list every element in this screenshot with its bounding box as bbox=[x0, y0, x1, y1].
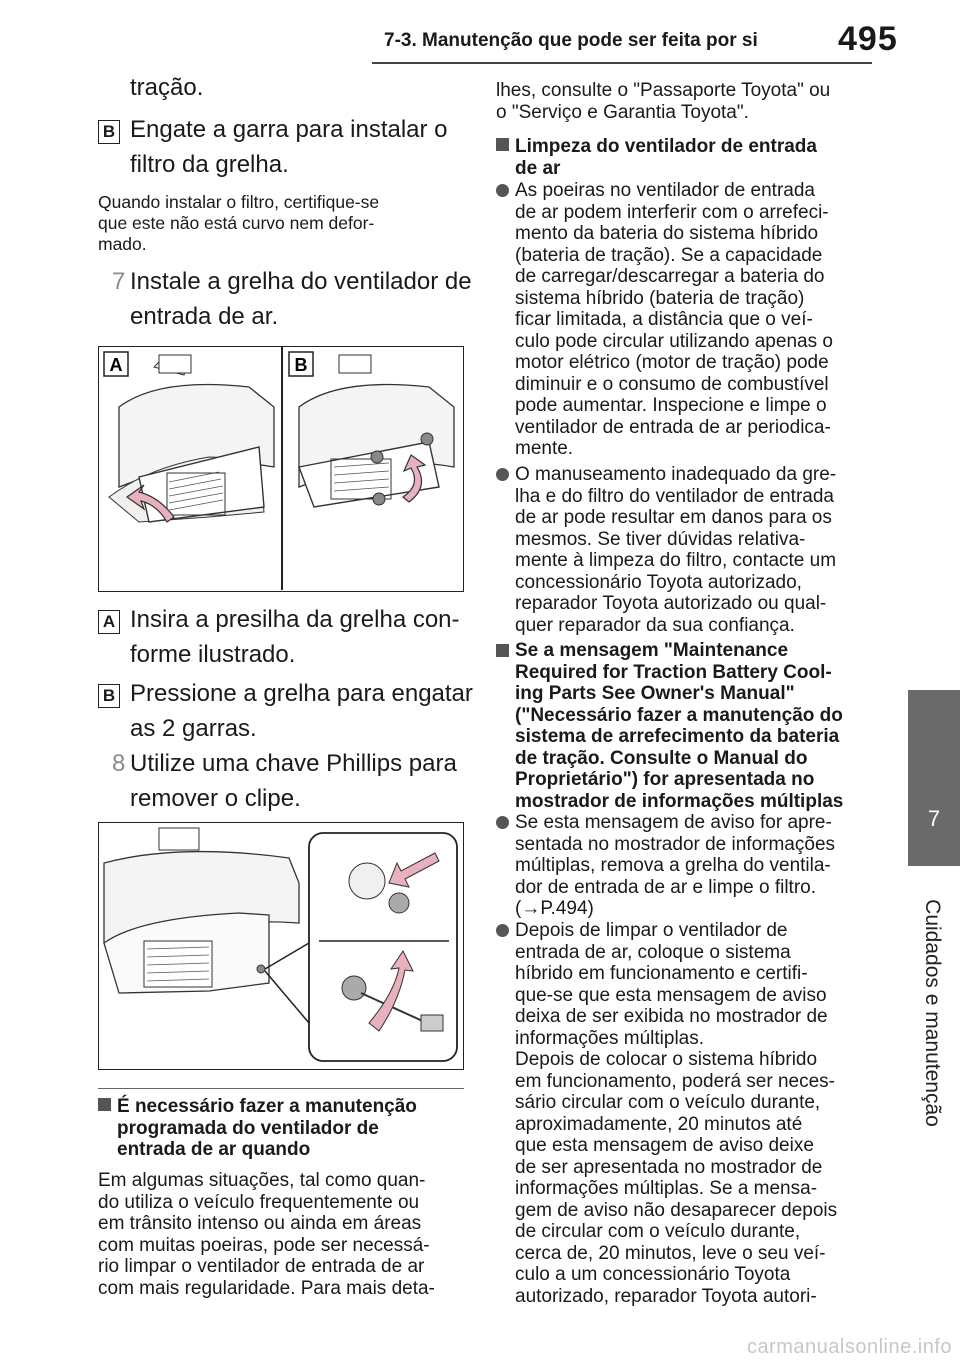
fig-label-b: B bbox=[294, 355, 308, 375]
text-line: mente à limpeza do filtro, contacte um bbox=[515, 550, 837, 571]
section-title: 7-3. Manutenção que pode ser feita por si bbox=[384, 30, 758, 51]
step-a-line2: forme ilustrado. bbox=[130, 641, 296, 668]
step-b2-label: B bbox=[98, 684, 120, 708]
screwdriver-icon bbox=[421, 1015, 443, 1031]
figure-grille-install bbox=[98, 346, 464, 592]
text-line: de ar pode resultar em danos para os bbox=[515, 507, 832, 528]
text-line: quer reparador da sua confiança. bbox=[515, 614, 795, 636]
clip-removal-illustration bbox=[99, 823, 462, 1068]
text-line: reparador Toyota autorizado ou qual- bbox=[515, 593, 827, 614]
step-b1-line2: filtro da grelha. bbox=[130, 151, 289, 178]
square-bullet-icon bbox=[496, 644, 509, 657]
text-line: culo pode circular utilizando apenas o bbox=[515, 330, 833, 352]
text-line: de circular com o veículo durante, bbox=[515, 1221, 801, 1242]
step-b2-line2: as 2 garras. bbox=[130, 715, 257, 742]
note-line: que este não está curvo nem defor- bbox=[98, 213, 375, 233]
text-line: culo a um concessionário Toyota bbox=[515, 1264, 791, 1285]
step8-line2: remover o clipe. bbox=[130, 785, 301, 812]
text-line: do utiliza o veículo frequentemente ou bbox=[98, 1191, 420, 1213]
header-divider bbox=[372, 62, 872, 64]
square-bullet-icon bbox=[98, 1098, 111, 1111]
text-line: Proprietário") for apresentada no bbox=[515, 769, 815, 790]
text-line: o "Serviço e Garantia Toyota". bbox=[496, 101, 749, 123]
text-line: gem de aviso não desaparecer depois bbox=[515, 1199, 838, 1221]
text-line: Depois de colocar o sistema híbrido bbox=[515, 1049, 818, 1070]
text-line: cerca de, 20 minutos, leve o seu veí- bbox=[515, 1242, 826, 1264]
text-line: que-se que esta mensagem de aviso bbox=[515, 984, 827, 1006]
round-bullet-icon bbox=[496, 468, 509, 481]
text-line: mento da bateria do sistema híbrido bbox=[515, 223, 819, 244]
figure-clip-removal bbox=[98, 822, 464, 1070]
text-line: com muitas poeiras, pode ser necessá- bbox=[98, 1234, 430, 1256]
chapter-tab[interactable] bbox=[908, 690, 960, 866]
text-line: (→P.494) bbox=[515, 898, 594, 919]
note-line: Quando instalar o filtro, certifique-se bbox=[98, 192, 380, 212]
text-line: deixa de ser exibida no mostrador de bbox=[515, 1006, 828, 1027]
text-line: em funcionamento, poderá ser neces- bbox=[515, 1070, 836, 1092]
text-line: sentada no mostrador de informações bbox=[515, 833, 836, 855]
text-line: em trânsito intenso ou ainda em áreas bbox=[98, 1213, 422, 1234]
text-line: múltiplas, remova a grelha do ventila- bbox=[515, 855, 831, 876]
step-a-label: A bbox=[98, 610, 120, 634]
text-line: Required for Traction Battery Cool- bbox=[515, 661, 832, 683]
step7-number: 7 bbox=[112, 268, 126, 295]
text-line: mesmos. Se tiver dúvidas relativa- bbox=[515, 528, 806, 550]
watermark: carmanualsonline.info bbox=[746, 1336, 952, 1358]
text-line: informações múltiplas. bbox=[515, 1027, 705, 1049]
text-line: lha e do filtro do ventilador de entrada bbox=[515, 485, 834, 507]
text-line: de ar podem interferir com o arrefeci- bbox=[515, 201, 829, 223]
round-bullet-icon bbox=[496, 184, 509, 197]
text-line: lhes, consulte o "Passaporte Toyota" ou bbox=[496, 80, 831, 101]
text-line: de carregar/descarregar a bateria do bbox=[515, 266, 825, 287]
bullet-handling bbox=[496, 464, 836, 636]
step-b1 bbox=[98, 112, 120, 148]
text-line: que esta mensagem de aviso deixe bbox=[515, 1135, 814, 1156]
chapter-title: Cuidados e manutenção bbox=[921, 899, 944, 1127]
text-line: mente. bbox=[515, 438, 574, 459]
section-heading-maintenance: É necessário fazer a manutenção programada do ventilador de entrada de ar quando bbox=[98, 1096, 417, 1161]
continued-text: tração. bbox=[130, 74, 204, 101]
fig-label-a: A bbox=[109, 355, 123, 375]
text-line: sistema de arrefecimento da bateria bbox=[515, 726, 840, 747]
step8-number: 8 bbox=[112, 750, 126, 777]
text-line: híbrido em funcionamento e certifi- bbox=[515, 963, 808, 984]
text-line: As poeiras no ventilador de entrada bbox=[515, 180, 815, 201]
step7-line2: entrada de ar. bbox=[130, 303, 279, 330]
bullet-dust bbox=[496, 180, 833, 460]
heading-fan-cleaning: Limpeza do ventilador de entrada de ar bbox=[496, 136, 817, 179]
bullet-warning-shown bbox=[496, 812, 835, 920]
text-line: de tração. Consulte o Manual do bbox=[515, 747, 808, 769]
step-b1-line1: Engate a garra para instalar o bbox=[130, 116, 448, 143]
text-line: rio limpar o ventilador de entrada de ar bbox=[98, 1256, 425, 1277]
text-line: diminuir e o consumo de combustível bbox=[515, 373, 829, 395]
step-b2-line1: Pressione a grelha para engatar bbox=[130, 680, 473, 707]
step-b2 bbox=[98, 676, 120, 712]
text-line: Se a mensagem "Maintenance bbox=[515, 640, 789, 661]
text-line: autorizado, reparador Toyota autori- bbox=[515, 1285, 817, 1307]
round-bullet-icon bbox=[496, 924, 509, 937]
text-line: aproximadamente, 20 minutos até bbox=[515, 1113, 803, 1135]
continued-paragraph bbox=[496, 80, 830, 123]
text-line: O manuseamento inadequado da gre- bbox=[515, 464, 837, 485]
text-line: ("Necessário fazer a manutenção do bbox=[515, 704, 843, 726]
text-line: motor elétrico (motor de tração) pode bbox=[515, 352, 829, 373]
text-line: Se esta mensagem de aviso for apre- bbox=[515, 812, 832, 833]
text-line: com mais regularidade. Para mais deta- bbox=[98, 1277, 435, 1299]
maintenance-paragraph bbox=[98, 1170, 435, 1299]
step-a-line1: Insira a presilha da grelha con- bbox=[130, 606, 460, 633]
text-line: sistema híbrido (bateria de tração) bbox=[515, 287, 805, 309]
step8-line1: Utilize uma chave Phillips para bbox=[130, 750, 457, 777]
note-line: mado. bbox=[98, 234, 147, 254]
round-bullet-icon bbox=[496, 816, 509, 829]
clip-icon bbox=[389, 893, 409, 913]
text-line: mostrador de informações múltiplas bbox=[515, 790, 844, 812]
section-divider bbox=[98, 1088, 464, 1089]
text-line: de ser apresentada no mostrador de bbox=[515, 1156, 823, 1178]
step-a bbox=[98, 602, 120, 638]
text-line: pode aumentar. Inspecione e limpe o bbox=[515, 395, 827, 416]
text-line: (bateria de tração). Se a capacidade bbox=[515, 244, 823, 266]
text-line: Depois de limpar o ventilador de bbox=[515, 920, 788, 941]
text-line: ing Parts See Owner's Manual" bbox=[515, 683, 795, 704]
text-line: concessionário Toyota autorizado, bbox=[515, 571, 802, 593]
page-number: 495 bbox=[838, 20, 898, 58]
chapter-number: 7 bbox=[927, 806, 941, 831]
bullet-after-cleaning bbox=[496, 920, 837, 1307]
text-line: entrada de ar, coloque o sistema bbox=[515, 941, 791, 963]
step7-line1: Instale a grelha do ventilador de bbox=[130, 268, 472, 295]
text-line: dor de entrada de ar e limpe o filtro. bbox=[515, 876, 817, 898]
text-line: informações múltiplas. Se a mensa- bbox=[515, 1178, 818, 1199]
step-b1-label: B bbox=[98, 120, 120, 144]
text-line: sário circular com o veículo durante, bbox=[515, 1092, 821, 1113]
square-bullet-icon bbox=[496, 138, 509, 151]
heading-warning-message bbox=[496, 640, 843, 812]
text-line: ficar limitada, a distância que o veí- bbox=[515, 309, 813, 330]
grille-install-illustration bbox=[99, 347, 462, 590]
text-line: ventilador de entrada de ar periodica- bbox=[515, 416, 831, 438]
text-line: Em algumas situações, tal como quan- bbox=[98, 1170, 426, 1191]
